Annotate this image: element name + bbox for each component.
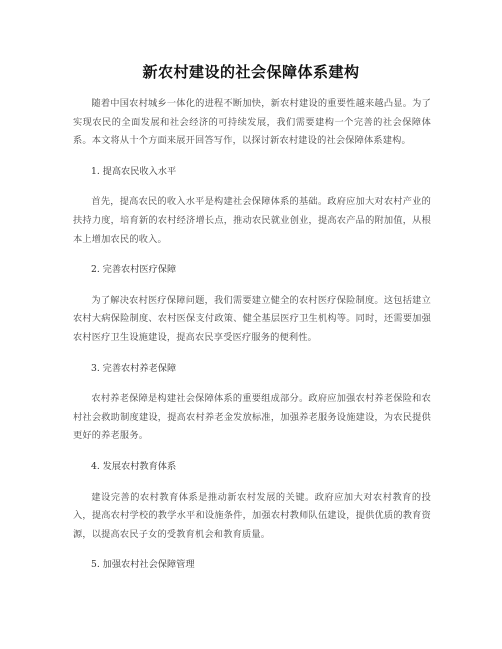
- document-body: [73, 95, 431, 587]
- section-body-1: 首先，提高农民的收入水平是构建社会保障体系的基础。政府应加大对农村产业的扶持力度，培育新的农村经济增长点，推动农民就业创业，提高农产品的附加值，从根本上增加农民的收入。: [73, 196, 431, 245]
- section-heading-5: 5. 加强农村社会保障管理: [91, 559, 195, 571]
- section-heading-4: 4. 发展农村教育体系: [91, 460, 177, 472]
- section-heading-3: 3. 完善农村养老保障: [91, 362, 177, 374]
- section-body-2: 为了解决农村医疗保障问题，我们需要建立健全的农村医疗保险制度。这包括建立农村大病保险制度、农村医保支付政策、健全基层医疗卫生机构等。同时，还需要加强农村医疗卫生设施建设，提高农民享受医疗服务的便利性。: [73, 294, 431, 343]
- section-body-4: 建设完善的农村教育体系是推动新农村发展的关键。政府应加大对农村教育的投入，提高农村学校的教学水平和设施条件，加强农村教师队伍建设，提供优质的教育资源，以提高农民子女的受教育机会和教育质量。: [73, 491, 431, 540]
- section-body-3: 农村养老保障是构建社会保障体系的重要组成部分。政府应加强农村养老保险和农村社会救助制度建设，提高农村养老金发放标准，加强养老服务设施建设，为农民提供更好的养老服务。: [73, 393, 431, 442]
- section-heading-1: 1. 提高农民收入水平: [91, 165, 177, 177]
- section-heading-2: 2. 完善农村医疗保障: [91, 264, 177, 276]
- document-title: 新农村建设的社会保障体系建构: [142, 63, 360, 81]
- intro-paragraph: 随着中国农村城乡一体化的进程不断加快，新农村建设的重要性越来越凸显。为了实现农民的全面发展和社会经济的可持续发展，我们需要建构一个完善的社会保障体系。本文将从十个方面来展开回答写作，以探讨新农村建设的社会保障体系建构。: [73, 98, 431, 147]
